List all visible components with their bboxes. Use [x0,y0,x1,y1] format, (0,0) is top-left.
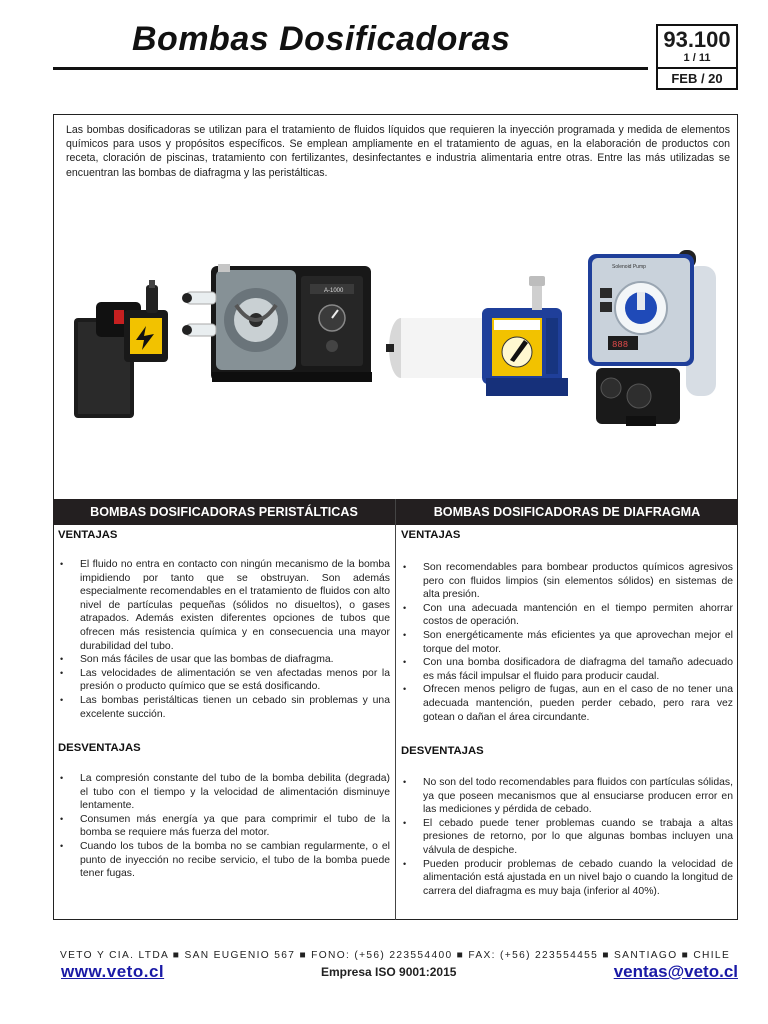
list-item: • La compresión constante del tubo de la bomba debilita (degrada) el tubo con el tiempo y la velocidad de alimentación disminuye lentamente. [58,772,390,813]
website-link[interactable]: www.veto.cl [61,962,165,981]
pump-photo-1 [74,280,168,418]
diaphragm-advantages-title: VENTAJAS [401,529,461,541]
list-item: • Pueden producir problemas de cebado cuando la velocidad de alimentación está ajustada en un nivel bajo o cuando la longitud de carrera del diafragma es muy baja (inferior al 40%). [401,858,733,899]
pump-2-model-label: A-1000 [324,288,344,294]
product-photos [66,240,730,490]
document-date: FEB / 20 [671,71,723,86]
document-code: 93.100 [663,27,731,52]
list-item: • Las velocidades de alimentación se ven afectadas menos por la presión o producto químico que se está dosificando. [58,667,390,694]
list-item: • El fluido no entra en contacto con ningún mecanismo de la bomba impidiendo por tanto que se obstruyan. Son además especialmente recomendables en el tratamiento de fluidos con alto nivel de partículas pequeñas (sólidos no disueltos), o gases atrapados. Además existen diferentes opciones de tubos que ofrecen más resistencia química y en consecuencia una mayor durabilidad del tubo. [58,558,390,653]
diaphragm-disadvantages-list [401,776,733,898]
peristaltic-advantages-list [58,558,390,721]
list-item: • Son energéticamente más eficientes ya que aprovechan mejor el torque del motor. [401,629,733,656]
list-item: • Consumen más energía ya que para comprimir el tubo de la bomba se requiere más fuerza del motor. [58,813,390,840]
diaphragm-disadvantages-title: DESVENTAJAS [401,745,484,757]
peristaltic-advantages-title: VENTAJAS [58,529,118,541]
diaphragm-advantages-list [401,561,733,724]
list-item: • Con una bomba dosificadora de diafragma del tamaño adecuado es más fácil impulsar el fluido para producir caudal. [401,656,733,683]
pump-photo-3 [386,276,568,396]
peristaltic-disadvantages-title: DESVENTAJAS [58,742,141,754]
page-number: 1 / 11 [683,52,711,64]
company-contact-line: VETO Y CIA. LTDA ■ SAN EUGENIO 567 ■ FONO: (+56) 223554400 ■ FAX: (+56) 223554455 ■ SANTIAGO ■ CHILE [60,950,731,961]
email-link[interactable]: ventas@veto.cl [613,962,738,981]
list-item: • Cuando los tubos de la bomba no se cambian regularmente, o el punto de inyección no recibe servicio, el tubo de la bomba puede tener fugas. [58,840,390,881]
list-item: • El cebado puede tener problemas cuando se trabaja a altas presiones de retorno, por lo que algunas bombas incluyen una válvula de despiche. [401,817,733,858]
list-item: • Son más fáciles de usar que las bombas de diafragma. [58,653,390,667]
title-underline [53,67,648,70]
iso-certification: Empresa ISO 9001:2015 [321,965,457,979]
pump-photo-2 [182,264,372,382]
list-item: • No son del todo recomendables para fluidos con partículas sólidas, ya que poseen mecanismos que al ensuciarse producen error en las mediciones y pérdida de cebado. [401,776,733,817]
pump-4-display: 888 [612,340,629,350]
document-code-box [656,24,738,90]
pump-4-brand-label: Solenoid Pump [612,264,646,270]
peristaltic-heading: BOMBAS DOSIFICADORAS PERISTÁLTICAS [53,499,395,525]
list-item: • Las bombas peristálticas tienen un cebado sin problemas y una excelente succión. [58,694,390,721]
pump-photo-4 [588,250,716,426]
code-divider [658,67,736,69]
page-title: Bombas Dosificadoras [132,20,511,58]
list-item: • Ofrecen menos peligro de fugas, aun en el caso de no tener una adecuada mantención, pueden perder cebado, pero rara vez gotean o dañan el área circundante. [401,683,733,724]
list-item: • Son recomendables para bombear productos químicos agresivos pero con fluidos limpios (sin elementos sólidos) en sistemas de alta presión. [401,561,733,602]
column-divider [395,499,396,920]
list-item: • Con una adecuada mantención en el tiempo permiten ahorrar costos de operación. [401,602,733,629]
intro-paragraph: Las bombas dosificadoras se utilizan para el tratamiento de fluidos líquidos que requieren la inyección programada y medida de elementos químicos para usos y propósitos específicos. Se emplean ampliamente en el tratamiento de aguas, en la elaboración de productos con receta, cloración de piscinas, tratamiento con fertilizantes, desinfectantes e industria alimentaria entre otras. Entre las más utilizadas se encuentran las bombas de diafragma y las peristálticas. [66,124,730,179]
diaphragm-heading: BOMBAS DOSIFICADORAS DE DIAFRAGMA [396,499,738,525]
peristaltic-disadvantages-list [58,772,390,881]
